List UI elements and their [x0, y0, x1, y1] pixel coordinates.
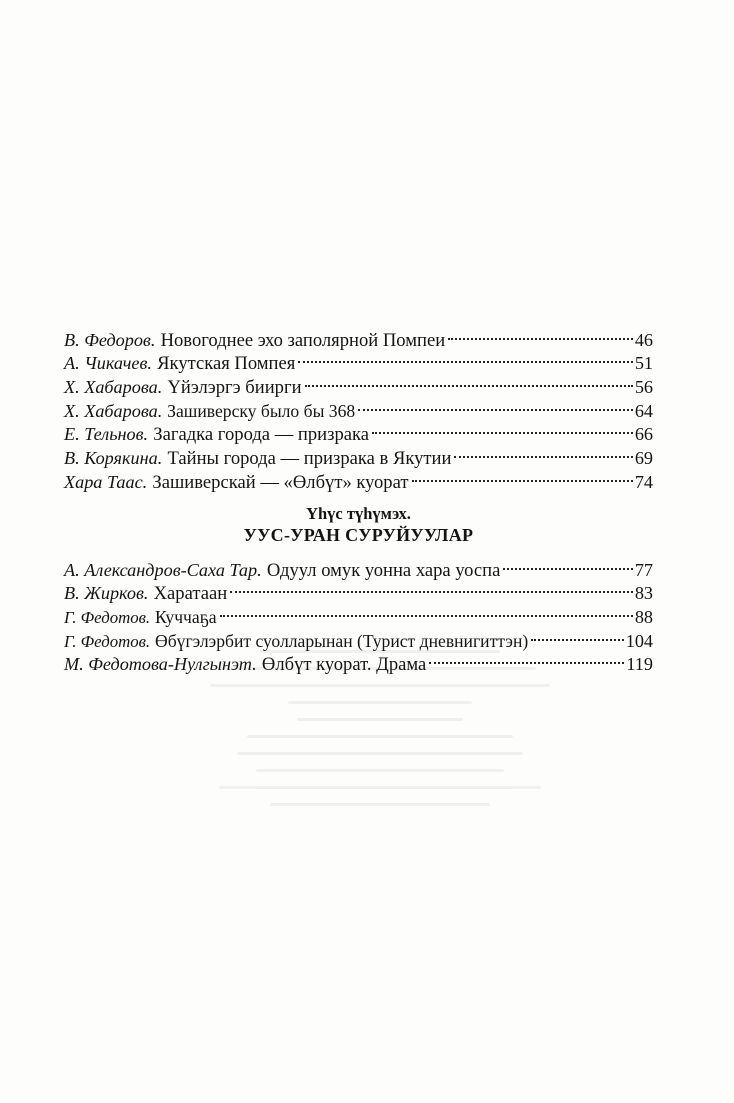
toc-author: Хара Таас. — [64, 471, 148, 492]
toc-page-number: 66 — [634, 424, 653, 445]
toc-entry — [64, 599, 653, 628]
toc-page-number: 69 — [634, 448, 653, 469]
dot-leader — [412, 464, 633, 488]
toc-page-number: 104 — [625, 630, 653, 651]
dot-leader — [230, 576, 633, 600]
toc-title: Тайны города — призрака в Якутии — [167, 448, 452, 470]
toc-author: В. Корякина. — [64, 448, 163, 469]
toc-page-number: 46 — [634, 329, 653, 350]
dot-leader — [220, 599, 633, 623]
toc-page-number: 83 — [634, 583, 653, 604]
toc-entry — [64, 623, 653, 651]
dot-leader — [372, 417, 633, 441]
section-part-label: Үһүс түһүмэх. — [306, 504, 411, 523]
toc-title: Новогоднее эхо заполярной Помпеи — [160, 329, 446, 351]
toc-author: В. Жирков. — [64, 583, 149, 604]
toc-author: Г. Федотов. — [64, 608, 151, 628]
toc-author: Х. Хабарова. — [64, 400, 163, 421]
toc-author: Х. Хабарова. — [64, 377, 163, 398]
section-heading — [64, 504, 653, 546]
toc-title: Харатаан — [153, 583, 228, 605]
toc-entry — [64, 552, 653, 581]
toc-section-one — [64, 322, 653, 493]
toc-page-number: 119 — [626, 654, 653, 675]
dot-leader — [531, 623, 623, 647]
toc-page-number: 51 — [634, 353, 653, 374]
toc-title: Үйэлэргэ биирги — [167, 377, 302, 399]
toc-page-number: 88 — [634, 607, 653, 628]
toc-section-two — [64, 552, 653, 676]
toc-title: Өбүгэлэрбит суолларынан (Турист дневнигиттэн) — [155, 630, 529, 651]
toc-author: А. Чикачев. — [64, 353, 152, 374]
dot-leader — [298, 346, 632, 370]
toc-author: В. Федоров. — [64, 329, 156, 350]
toc-author: Г. Федотов. — [64, 631, 151, 651]
toc-author: М. Федотова-Нулгынэт. — [64, 654, 257, 675]
toc-author: Е. Тельнов. — [64, 424, 149, 445]
toc-page-number: 64 — [634, 400, 653, 421]
toc-title: Зашиверскай — «Өлбүт» куорат — [152, 471, 409, 493]
toc-page-number: 77 — [634, 559, 653, 580]
toc-entry — [64, 322, 653, 351]
bleed-through-shadow — [150, 650, 610, 880]
toc-title: Загадка города — призрака — [153, 424, 370, 446]
dot-leader — [454, 440, 632, 464]
toc-title: Зашиверску было бы 368 — [167, 400, 356, 421]
toc-entry — [64, 369, 653, 399]
toc-title: Одуул омук уонна хара уоспа — [266, 559, 501, 581]
dot-leader — [358, 393, 633, 417]
toc-page-number: 56 — [634, 377, 653, 398]
toc-title: Куччаҕа — [155, 607, 217, 628]
dot-leader — [429, 647, 624, 671]
toc-title: Якутская Помпея — [157, 353, 296, 375]
toc-page-number: 74 — [634, 471, 653, 492]
dot-leader — [448, 322, 633, 346]
dot-leader — [305, 369, 633, 393]
toc-title: Өлбүт куорат. Драма — [261, 654, 427, 676]
toc-author: А. Александров-Саха Тар. — [64, 559, 262, 580]
dot-leader — [503, 552, 632, 576]
section-title: УУС-УРАН СУРУЙУУЛАР — [243, 525, 474, 545]
